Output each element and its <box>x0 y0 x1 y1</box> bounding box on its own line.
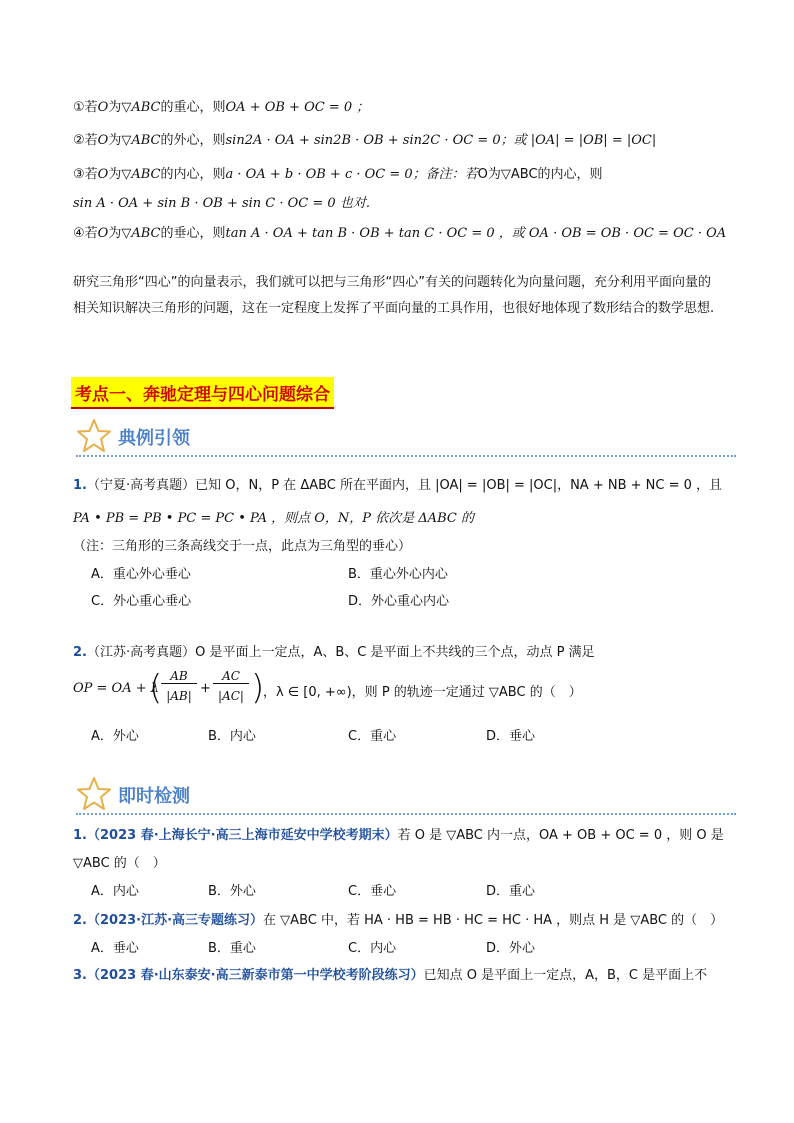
option-a[interactable]: A．重心外心垂心 <box>91 567 191 582</box>
example-question-1: 1.（宁夏·高考真题）已知 O，N，P 在 ΔABC 所在平面内，且 |OA| = |OB| = |OC|，NA + NB + NC = 0 ，且 <box>73 478 723 493</box>
option-d[interactable]: D．外心 <box>486 941 536 956</box>
option-c[interactable]: C．垂心 <box>348 884 397 899</box>
intro-item-3: ③若O为▽ABC的内心，则a · OA + b · OB + c · OC = 0；备注：若O为▽ABC的内心，则 <box>73 167 603 182</box>
dotted-divider <box>76 813 736 815</box>
option-d[interactable]: D．垂心 <box>486 729 536 744</box>
centroid-formula: OA + OB + OC = 0 ； <box>225 100 370 115</box>
star-icon <box>76 776 112 812</box>
check-question-3: 3.（2023 春·山东泰安·高三新泰市第一中学校考阶段练习）已知点 O 是平面上一定点，A，B，C 是平面上不 <box>73 968 708 983</box>
example-question-1-note: （注：三角形的三条高线交于一点，此点为三角型的垂心） <box>73 539 412 554</box>
example-question-1-line2: PA • PB = PB • PC = PC • PA ，则点 O，N，P 依次是 ΔABC 的 <box>73 511 474 526</box>
option-b[interactable]: B．重心外心内心 <box>348 567 448 582</box>
section-title: 考点一、奔驰定理与四心问题综合 <box>71 377 334 409</box>
option-a[interactable]: A．垂心 <box>91 941 139 956</box>
option-c[interactable]: C．内心 <box>348 941 397 956</box>
option-b[interactable]: B．内心 <box>208 729 256 744</box>
star-icon <box>76 418 112 454</box>
dotted-divider <box>76 455 736 457</box>
option-b[interactable]: B．外心 <box>208 884 256 899</box>
option-a[interactable]: A．内心 <box>91 884 139 899</box>
intro-item-4: ④若O为▽ABC的垂心，则tan A · OA + tan B · OB + tan C · OC = 0 ，或 OA · OB = OB · OC = OC · OA <box>73 226 727 241</box>
subheading-label: 典例引领 <box>118 428 190 449</box>
option-a[interactable]: A．外心 <box>91 729 139 744</box>
option-d[interactable]: D．重心 <box>486 884 536 899</box>
orthocenter-formula: tan A · OA + tan B · OB + tan C · OC = 0 ，或 OA · OB = OB · OC = OC · OA <box>225 226 727 241</box>
circumcenter-formula: sin2A · OA + sin2B · OB + sin2C · OC = 0；或 |OA| = |OB| = |OC| <box>225 133 657 148</box>
option-c[interactable]: C．重心 <box>348 729 397 744</box>
option-d[interactable]: D．外心重心内心 <box>348 594 450 609</box>
summary-paragraph: 研究三角形“四心”的向量表示，我们就可以把与三角形“四心”有关的问题转化为向量问题，充分利用平面向量的相关知识解决三角形的问题，这在一定程度上发挥了平面向量的工具作用，也很好地体现了数形结合的数学思想. <box>73 275 715 316</box>
check-question-1-line2: ▽ABC 的（ ） <box>73 856 166 871</box>
intro-item-3-line2: sin A · OA + sin B · OB + sin C · OC = 0 也对. <box>73 196 370 211</box>
incenter-formula: a · OA + b · OB + c · OC = 0；备注：若 <box>225 167 478 182</box>
right-paren: ) <box>251 668 265 708</box>
intro-item-2: ②若O为▽ABC的外心，则sin2A · OA + sin2B · OB + sin2C · OC = 0；或 |OA| = |OB| = |OC| <box>73 133 657 148</box>
left-paren: ( <box>149 668 163 708</box>
subheading-check <box>76 776 736 816</box>
option-b[interactable]: B．重心 <box>208 941 256 956</box>
check-question-1: 1.（2023 春·上海长宁·高三上海市延安中学校考期末）若 O 是 ▽ABC 内一点，OA + OB + OC = 0 ，则 O 是 <box>73 828 724 843</box>
document-page: ①若O为▽ABC的重心，则OA + OB + OC = 0 ； ②若O为▽ABC的外心，则sin2A · OA + sin2B · OB + sin2C · OC = 0；或 |OA| = |OB| = |OC| ③若O为▽ABC的内心，则a · OA + b · OB + c · OC = 0；备注：若O为▽ABC的内心，则 sin A · OA + sin B · OB + sin C · OC = 0 也对. ④若O为▽ABC的垂心，则tan A · OA + tan B · OB + tan C · OC = 0 ，或 OA · OB = OB · OC = OC · OA 研究三角形“四心”的向量表示，我们就可以把与三角形“四心”有关的问题转化为向量问题，充分利用平面向量的相关知识解决三角形的问题，这在一定程度上发挥了平面向量的工具作用，也很好地体现了数形结合的数学思想. 考点一、奔驰定理与四心问题综合 典例引领 1.（宁夏·高考真题）已知 O，N，P 在 ΔABC 所在平面内，且 |OA| = |OB| = |OC|，NA + NB + NC = 0 ，且 PA • PB = PB • PC = PC • PA ，则点 O，N，P 依次是 ΔABC 的 （注：三角形的三条高线交于一点，此点为三角型的垂心） A．重心外心垂心 B．重心外心内心 C．外心重心垂心 D．外心重心内心 2.（江苏·高考真题）O 是平面上一定点，A、B、C 是平面上不共线的三个点，动点 P 满足 OP = OA + λ ( AB |AB| + AC |AC| ) ，λ ∈ [0, +∞)，则 P 的轨迹一定通过 ▽ABC 的（ ） A．外心 B．内心 C．重心 D．垂心 即时检测 1.（2023 春·上海长宁·高三上海市延安中学校考期末）若 O 是 ▽ABC 内一点，OA + OB + OC = 0 ，则 O 是 ▽ABC 的（ ） A．内心 B．外心 C．垂心 D．重心 2.（2023·江苏·高三专题练习）在 ▽ABC 中，若 HA · HB = HB · HC = HC · HA ，则点 H 是 ▽ABC 的（ ） A．垂心 B．重心 C．内心 D．外心 3.（2023 春·山东泰安·高三新泰市第一中学校考阶段练习）已知点 O 是平面上一定点，A，B，C 是平面上不 <box>0 0 794 1123</box>
subheading-label: 即时检测 <box>118 786 190 807</box>
subheading-examples <box>76 418 736 458</box>
intro-item-1: ①若O为▽ABC的重心，则OA + OB + OC = 0 ； <box>73 100 370 115</box>
option-c[interactable]: C．外心重心垂心 <box>91 594 192 609</box>
example-question-2: 2.（江苏·高考真题）O 是平面上一定点，A、B、C 是平面上不共线的三个点，动点 P 满足 <box>73 645 595 660</box>
check-question-2: 2.（2023·江苏·高三专题练习）在 ▽ABC 中，若 HA · HB = HB · HC = HC · HA ，则点 H 是 ▽ABC 的（ ） <box>73 913 724 928</box>
